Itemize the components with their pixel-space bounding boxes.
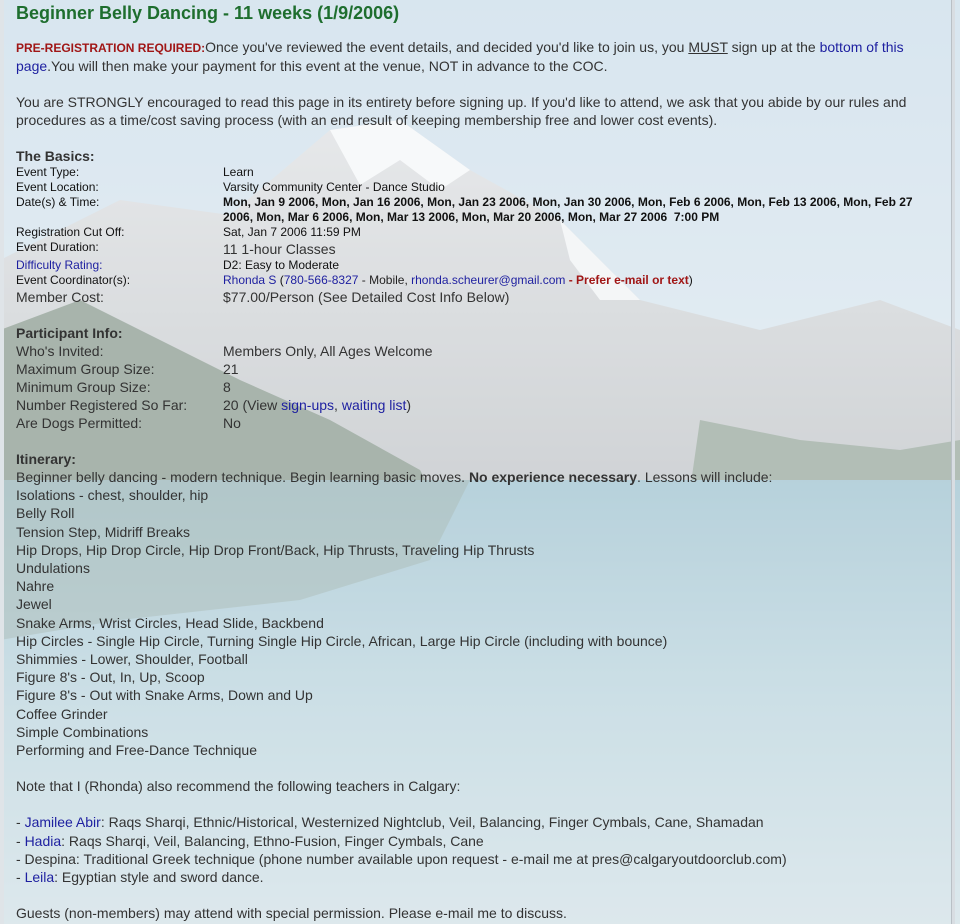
coordinator-name-link[interactable]: Rhonda S bbox=[223, 273, 277, 287]
list-item: Coffee Grinder bbox=[16, 705, 108, 722]
dates-value bbox=[223, 195, 946, 225]
registered-label: Number Registered So Far: bbox=[16, 397, 188, 413]
coordinator-phone[interactable]: 780-566-8327 bbox=[283, 273, 359, 287]
itinerary-heading: Itinerary: bbox=[16, 451, 76, 467]
difficulty-value: D2: Easy to Moderate bbox=[223, 258, 340, 272]
list-item: Hip Drops, Hip Drop Circle, Hip Drop Front/Back, Hip Thrusts, Traveling Hip Thrusts bbox=[16, 541, 535, 558]
cutoff-row bbox=[16, 225, 946, 240]
list-item: Shimmies - Lower, Shoulder, Football bbox=[16, 651, 248, 668]
max-group-row bbox=[16, 360, 946, 378]
notice-text-a: Once you've reviewed the event details, and decided you'd like to join us, you bbox=[205, 39, 689, 55]
preregistration-label: PRE-REGISTRATION REQUIRED: bbox=[16, 41, 206, 55]
cost-value: $77.00/Person (See Detailed Cost Info Below) bbox=[223, 289, 510, 305]
no-experience-text: No experience necessary bbox=[468, 469, 638, 485]
list-item: Figure 8's - Out with Snake Arms, Down and Up bbox=[16, 687, 313, 704]
view-text: (View bbox=[242, 397, 282, 413]
coordinator-preference: - Prefer e-mail or text bbox=[565, 273, 689, 287]
cost-label: Member Cost: bbox=[16, 289, 104, 305]
event-type-row bbox=[16, 165, 946, 180]
leila-link[interactable]: Leila bbox=[24, 869, 55, 886]
max-group-value: 21 bbox=[223, 361, 239, 377]
signups-link[interactable]: sign-ups bbox=[281, 397, 335, 413]
teacher-despina: - Despina: Traditional Greek technique (phone number available upon request - e-mail me at pres@calgaryoutdoorclub.com) bbox=[16, 850, 787, 867]
notice-text-c: .You will then make your payment for this event at the venue, NOT in advance to the COC. bbox=[47, 58, 608, 74]
duration-row bbox=[16, 240, 946, 258]
teachers-note: Note that I (Rhonda) also recommend the following teachers in Calgary: bbox=[16, 778, 461, 795]
event-location-value: Varsity Community Center - Dance Studio bbox=[223, 180, 445, 194]
list-item: Jewel bbox=[16, 596, 52, 613]
list-item: Isolations - chest, shoulder, hip bbox=[16, 487, 209, 504]
event-location-label: Event Location: bbox=[16, 180, 99, 194]
cost-row bbox=[16, 288, 946, 306]
invited-value: Members Only, All Ages Welcome bbox=[223, 343, 433, 359]
list-item: Nahre bbox=[16, 578, 55, 595]
dogs-label: Are Dogs Permitted: bbox=[16, 415, 143, 431]
list-item: Tension Step, Midriff Breaks bbox=[16, 523, 191, 540]
min-group-label: Minimum Group Size: bbox=[16, 379, 151, 395]
coordinator-value: Rhonda S (780-566-8327 - Mobile, rhonda.scheurer@gmail.com - Prefer e-mail or text) bbox=[223, 273, 693, 287]
difficulty-row bbox=[16, 258, 946, 273]
preregistration-notice bbox=[16, 38, 946, 75]
list-item: Belly Roll bbox=[16, 505, 75, 522]
coordinator-label: Event Coordinator(s): bbox=[16, 273, 131, 287]
min-group-row bbox=[16, 378, 946, 396]
dogs-row bbox=[16, 414, 946, 432]
dogs-value: No bbox=[223, 415, 241, 431]
dates-line-2: 2006, Mon, Mar 6 2006, Mon, Mar 13 2006, Mon, Mar 20 2006, Mon, Mar 27 2006 7:00 PM bbox=[223, 210, 720, 224]
cutoff-value: Sat, Jan 7 2006 11:59 PM bbox=[223, 225, 361, 239]
cutoff-label: Registration Cut Off: bbox=[16, 225, 125, 239]
list-item: Snake Arms, Wrist Circles, Head Slide, Backbend bbox=[16, 614, 324, 631]
duration-value: 11 1-hour Classes bbox=[223, 241, 336, 257]
list-item: Undulations bbox=[16, 560, 90, 577]
must-text: MUST bbox=[688, 39, 728, 55]
itinerary-intro: Beginner belly dancing - modern technique. Begin learning basic moves. No experience necessary. Lessons will include: bbox=[16, 469, 773, 485]
encouragement-text: You are STRONGLY encouraged to read this page in its entirety before signing up. If you'd like to attend, we ask that you abide by our rules and procedures as a time/cost saving process (with an end result of keeping membership free and lower cost events). bbox=[16, 94, 907, 128]
guests-note: Guests (non-members) may attend with special permission. Please e-mail me to discuss. bbox=[16, 905, 567, 922]
list-item: Performing and Free-Dance Technique bbox=[16, 742, 257, 759]
list-item: Hip Circles - Single Hip Circle, Turning Single Hip Circle, African, Large Hip Circle (including with bounce) bbox=[16, 632, 668, 649]
basics-heading: The Basics: bbox=[16, 148, 95, 164]
waiting-list-link[interactable]: waiting list bbox=[341, 397, 407, 413]
duration-label: Event Duration: bbox=[16, 240, 99, 254]
event-location-row bbox=[16, 180, 946, 195]
coordinator-mobile: - Mobile, bbox=[358, 273, 412, 287]
registered-value: 20 (View sign-ups, waiting list) bbox=[223, 397, 412, 413]
event-details bbox=[16, 0, 946, 922]
dates-row bbox=[16, 195, 946, 225]
min-group-value: 8 bbox=[223, 379, 231, 395]
page-title: Beginner Belly Dancing - 11 weeks (1/9/2006) bbox=[16, 3, 400, 23]
bottom-of-page-link[interactable]: bottom of this page bbox=[16, 39, 904, 74]
event-type-value: Learn bbox=[223, 165, 254, 179]
teacher-jamilee: - Jamilee Abir: Raqs Sharqi, Ethnic/Historical, Westernized Nightclub, Veil, Balancing, Finger Cymbals, Cane, Shamadan bbox=[16, 814, 764, 831]
teacher-leila: - Leila: Egyptian style and sword dance. bbox=[16, 869, 264, 886]
page-frame-right bbox=[951, 0, 955, 924]
teacher-hadia: - Hadia: Raqs Sharqi, Veil, Balancing, Ethno-Fusion, Finger Cymbals, Cane bbox=[16, 832, 484, 849]
max-group-label: Maximum Group Size: bbox=[16, 361, 155, 377]
notice-text-b: sign up at the bbox=[727, 39, 820, 55]
list-item: Figure 8's - Out, In, Up, Scoop bbox=[16, 669, 205, 686]
coordinator-row bbox=[16, 273, 946, 288]
invited-row bbox=[16, 342, 946, 360]
page-frame-left bbox=[0, 0, 4, 924]
invited-label: Who's Invited: bbox=[16, 343, 104, 359]
event-type-label: Event Type: bbox=[16, 165, 80, 179]
hadia-link[interactable]: Hadia bbox=[24, 832, 62, 849]
participant-heading: Participant Info: bbox=[16, 325, 123, 341]
dates-line-1: Mon, Jan 9 2006, Mon, Jan 16 2006, Mon, Jan 23 2006, Mon, Jan 30 2006, Mon, Feb 6 2006, Mon, Feb 13 2006, Mon, Feb 27 bbox=[223, 195, 913, 209]
registered-row bbox=[16, 396, 946, 414]
dates-label: Date(s) & Time: bbox=[16, 195, 100, 209]
registered-count: 20 bbox=[223, 397, 239, 413]
difficulty-rating-link[interactable]: Difficulty Rating: bbox=[16, 258, 103, 272]
coordinator-email-link[interactable]: rhonda.scheurer@gmail.com bbox=[411, 273, 566, 287]
jamilee-abir-link[interactable]: Jamilee Abir bbox=[24, 814, 101, 831]
list-item: Simple Combinations bbox=[16, 723, 149, 740]
